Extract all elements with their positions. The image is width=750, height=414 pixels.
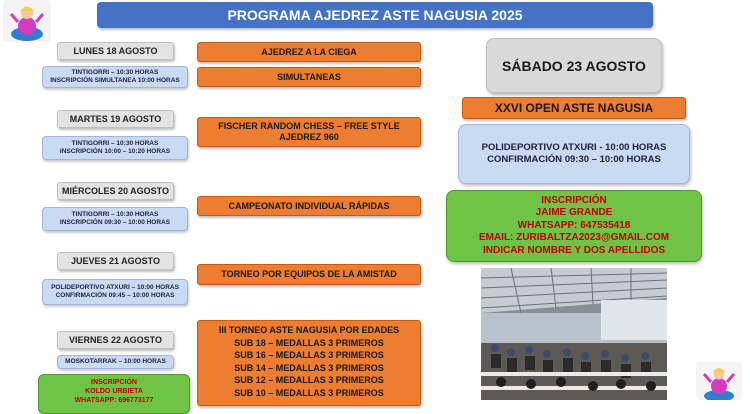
- event-title: SIMULTANEAS: [277, 71, 341, 82]
- inscription-whatsapp: WHATSAPP: 647535418: [517, 219, 631, 231]
- category-line: SUB 14 – MEDALLAS 3 PRIMEROS: [234, 362, 384, 373]
- schedule-line: TINTIGORRI – 10:30 HORAS: [71, 69, 159, 76]
- inscription-title: INSCRIPCIÓN: [541, 194, 607, 206]
- venue-line: POLIDEPORTIVO ATXURI - 10:00 HORAS: [481, 142, 667, 153]
- event-title: AJEDREZ A LA CIEGA: [261, 46, 357, 57]
- schedule-thursday: [42, 279, 188, 305]
- venue-line: CONFIRMACIÓN 09:30 – 10:00 HORAS: [487, 154, 661, 165]
- inscription-contact: KOLDO URBIETA: [85, 388, 143, 395]
- event-title: TORNEO POR EQUIPOS DE LA AMISTAD: [221, 269, 397, 279]
- event-open: [462, 97, 686, 119]
- schedule-line: MOSKOTARRAK – 10:00 HORAS: [65, 358, 166, 365]
- inscription-title: INSCRIPCIÓN: [91, 379, 137, 386]
- saturday-venue-box: [458, 124, 690, 184]
- schedule-line: INSCRIPCIÓN 10:00 – 10:20 HORAS: [59, 148, 171, 155]
- category-line: SUB 12 – MEDALLAS 3 PRIMEROS: [234, 375, 384, 385]
- category-line: SUB 10 – MEDALLAS 3 PRIMEROS: [234, 387, 384, 398]
- schedule-line: POLIDEPORTIVO ATXURI – 10:00 HORAS: [51, 284, 179, 291]
- day-label-wednesday: MIÉRCOLES 20 AGOSTO: [57, 182, 174, 200]
- inscription-whatsapp: WHATSAPP: 696773177: [74, 397, 154, 404]
- day-label-thursday: JUEVES 21 AGOSTO: [57, 252, 174, 270]
- friday-inscription-box: [38, 374, 190, 414]
- event-simultaneas: [197, 67, 421, 87]
- schedule-line: TINTIGORRI – 10:30 HORAS: [71, 211, 159, 218]
- event-edades: [197, 320, 421, 406]
- schedule-tuesday: [42, 136, 188, 160]
- day-label-tuesday: MARTES 19 AGOSTO: [57, 110, 174, 128]
- schedule-friday: [57, 355, 174, 369]
- schedule-monday: [42, 66, 188, 88]
- mascot-image-top: [3, 0, 51, 42]
- event-title: CAMPEONATO INDIVIDUAL RÁPIDAS: [228, 200, 390, 211]
- category-line: SUB 16 – MEDALLAS 3 PRIMEROS: [234, 350, 384, 360]
- saturday-date: SÁBADO 23 AGOSTO: [486, 38, 662, 93]
- inscription-email: EMAIL: ZURIBALTZA2023@GMAIL.COM: [478, 232, 670, 244]
- schedule-line: INSCRIPCIÓN 09:30 – 10:00 HORAS: [59, 219, 171, 226]
- page-title: PROGRAMA AJEDREZ ASTE NAGUSIA 2025: [97, 2, 653, 28]
- event-fischer: [197, 117, 421, 147]
- schedule-line: INSCRIPCIÓN SIMULTANEA 10:00 HORAS: [50, 77, 180, 84]
- mascot-image-bottom: [696, 362, 742, 400]
- day-label-friday: VIERNES 22 AGOSTO: [57, 331, 174, 349]
- event-title: III TORNEO ASTE NAGUSIA POR EDADES: [218, 325, 400, 335]
- saturday-inscription-box: [446, 190, 702, 262]
- schedule-line: CONFIRMACIÓN 09:45 – 10:00 HORAS: [55, 292, 175, 299]
- event-title: FISCHER RANDOM CHESS – FREE STYLE: [218, 121, 400, 131]
- tournament-hall-photo: [481, 268, 667, 400]
- event-title: XXVI OPEN ASTE NAGUSIA: [494, 100, 654, 115]
- day-label-monday: LUNES 18 AGOSTO: [57, 42, 174, 60]
- category-line: SUB 18 – MEDALLAS 3 PRIMEROS: [234, 337, 384, 348]
- event-equipos: [197, 264, 421, 285]
- inscription-contact: JAIME GRANDE: [535, 207, 613, 219]
- event-ciega: [197, 42, 421, 62]
- event-subtitle: AJEDREZ 960: [279, 132, 339, 142]
- schedule-wednesday: [42, 207, 188, 231]
- schedule-line: TINTIGORRI – 10:30 HORAS: [71, 140, 159, 147]
- inscription-note: INDICAR NOMBRE Y DOS APELLIDOS: [482, 244, 666, 256]
- event-rapidas: [197, 196, 421, 216]
